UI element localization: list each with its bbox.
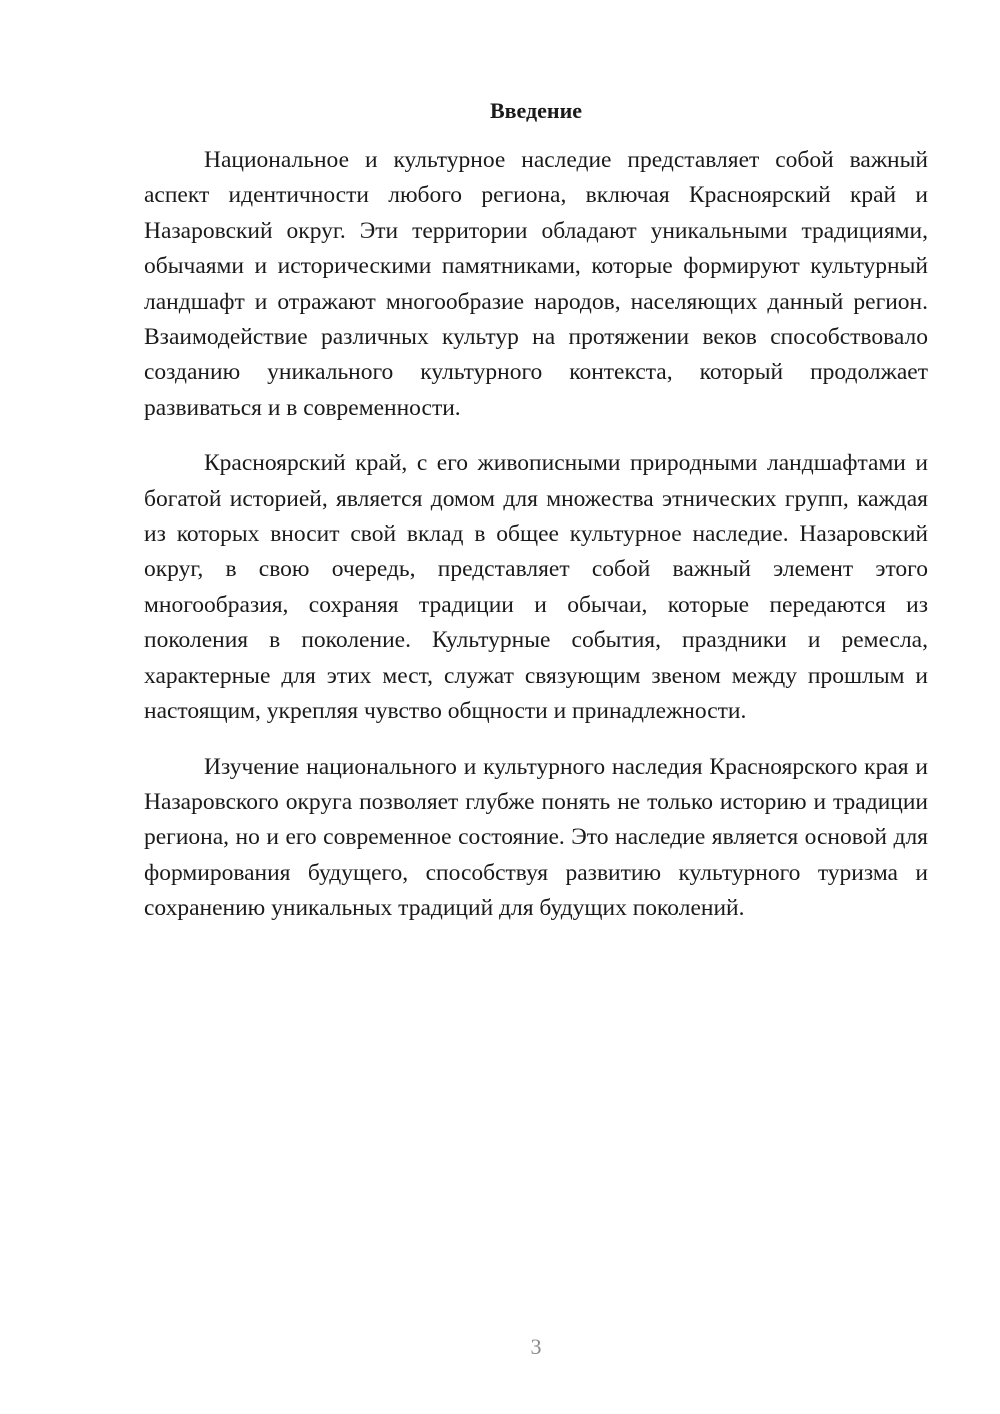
page-number: 3 [530,1334,542,1359]
body-text [144,143,928,947]
paragraph-1: Национальное и культурное наследие представляет собой важный аспект идентичности любого региона, включая Красноярский край и Назаровский округ. Эти территории обладают уникальными традициями, обычаями и историческими памятниками, которые формируют культурный ландшафт и отражают многообразие народов, населяющих данный регион. Взаимодействие различных культур на протяжении веков способствовало созданию уникального культурного контекста, который продолжает развиваться и в современности. [144,147,928,421]
paragraph-3: Изучение национального и культурного наследия Красноярского края и Назаровского округа позволяет глубже понять не только историю и традиции региона, но и его современное состояние. Это наследие является основой для формирования будущего, способствуя развитию культурного туризма и сохранению уникальных традиций для будущих поколений. [144,753,928,922]
section-heading: Введение [489,98,583,123]
paragraph-2: Красноярский край, с его живописными природными ландшафтами и богатой историей, является домом для множества этнических групп, каждая из которых вносит свой вклад в общее культурное наследие. Назаровский округ, в свою очередь, представляет собой важный элемент этого многообразия, сохраняя традиции и обычаи, которые передаются из поколения в поколение. Культурные события, праздники и ремесла, характерные для этих мест, служат связующим звеном между прошлым и настоящим, укрепляя чувство общности и принадлежности. [144,450,928,725]
